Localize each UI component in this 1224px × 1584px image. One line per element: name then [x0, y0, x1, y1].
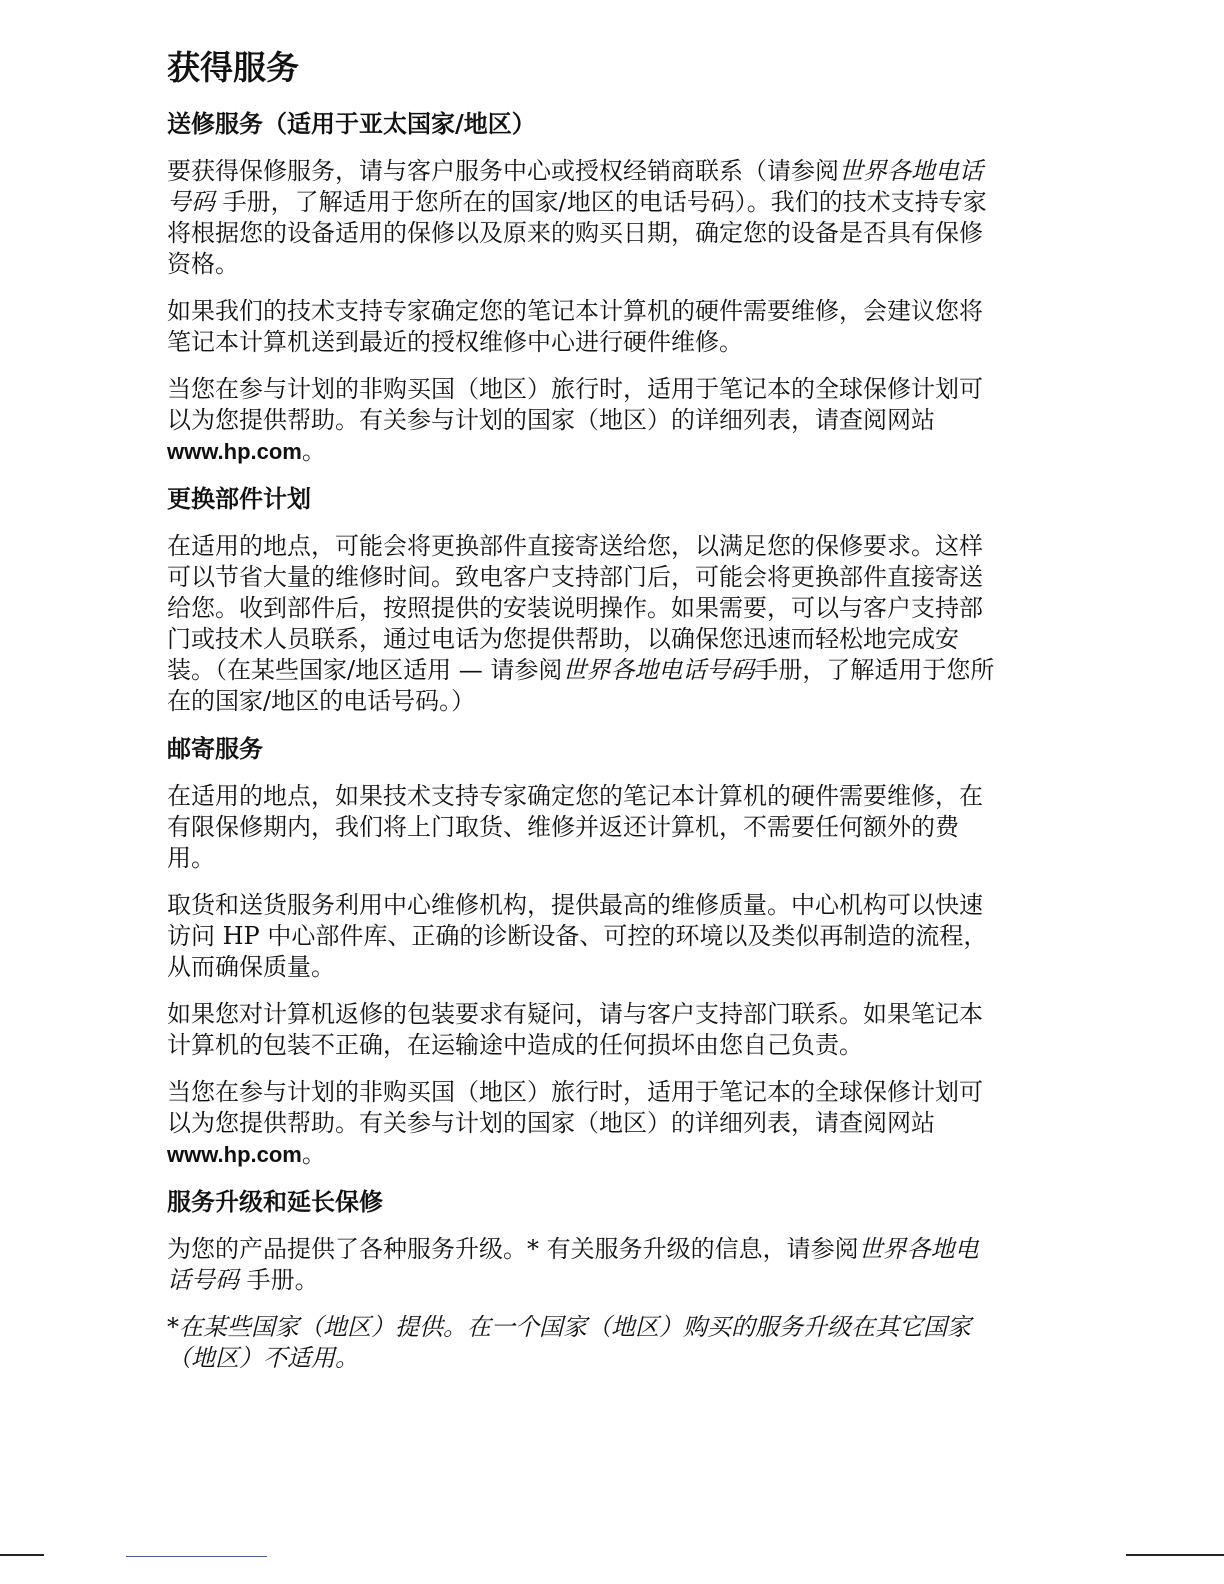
- text: 当您在参与计划的非购买国（地区）旅行时，适用于笔记本的全球保修计划可以为您提供帮助。有关参与计划的国家（地区）的详细列表，请查阅网站: [167, 375, 983, 434]
- hp-website-link[interactable]: www.hp.com: [167, 1142, 302, 1167]
- footnote: *在某些国家（地区）提供。在一个国家（地区）购买的服务升级在其它国家（地区）不适用。: [167, 1313, 971, 1372]
- paragraph: 如果您对计算机返修的包装要求有疑问，请与客户支持部门联系。如果笔记本计算机的包装不正确，在运输途中造成的任何损坏由您自己负责。: [167, 1000, 983, 1059]
- italic-reference: 世界各地电话号码: [167, 157, 983, 216]
- footer-rule-left: [0, 1554, 44, 1556]
- section-heading-send-repair: 送修服务（适用于亚太国家/地区）: [167, 109, 536, 138]
- paragraph: 如果我们的技术支持专家确定您的笔记本计算机的硬件需要维修，会建议您将笔记本计算机送到最近的授权维修中心进行硬件维修。: [167, 297, 983, 356]
- italic-reference: 世界各地电话号码: [167, 1235, 979, 1294]
- page-title: 获得服务: [167, 48, 299, 87]
- paragraph: [167, 1234, 997, 1296]
- paragraph: [167, 156, 997, 280]
- section-heading-upgrade: 服务升级和延长保修: [167, 1187, 383, 1216]
- document-page: [167, 46, 997, 1390]
- text: 为您的产品提供了各种服务升级。* 有关服务升级的信息，请参阅: [167, 1235, 859, 1263]
- paragraph: [167, 531, 997, 717]
- text: 当您在参与计划的非购买国（地区）旅行时，适用于笔记本的全球保修计划可以为您提供帮助。有关参与计划的国家（地区）的详细列表，请查阅网站: [167, 1078, 983, 1137]
- text: 手册，了解适用于您所在的国家/地区的电话号码）。我们的技术支持专家将根据您的设备适用的保修以及原来的购买日期，确定您的设备是否具有保修资格。: [167, 188, 987, 278]
- text: 。: [301, 437, 326, 465]
- section-heading-mail: 邮寄服务: [167, 734, 263, 763]
- paragraph: [167, 1077, 997, 1170]
- footer-rule-middle: [126, 1556, 267, 1557]
- text: 要获得保修服务，请与客户服务中心或授权经销商联系（请参阅: [167, 157, 839, 185]
- section-heading-parts: 更换部件计划: [167, 484, 311, 513]
- paragraph: 取货和送货服务利用中心维修机构，提供最高的维修质量。中心机构可以快速访问 HP 中心部件库、正确的诊断设备、可控的环境以及类似再制造的流程，从而确保质量。: [167, 891, 988, 981]
- paragraph: 在适用的地点，如果技术支持专家确定您的笔记本计算机的硬件需要维修，在有限保修期内，我们将上门取货、维修并返还计算机，不需要任何额外的费用。: [167, 782, 983, 872]
- paragraph: [167, 374, 997, 467]
- footer-rule-right: [1126, 1554, 1224, 1556]
- italic-reference: 世界各地电话号码: [562, 656, 755, 684]
- text: 手册，了解适用于您所在的国家/地区的电话号码。）: [167, 656, 995, 715]
- hp-website-link[interactable]: www.hp.com: [167, 439, 302, 464]
- text: 在适用的地点，可能会将更换部件直接寄送给您，以满足您的保修要求。这样可以节省大量的维修时间。致电客户支持部门后，可能会将更换部件直接寄送给您。收到部件后，按照提供的安装说明操作。如果需要，可以与客户支持部门或技术人员联系，通过电话为您提供帮助，以确保您迅速而轻松地完成安装。（在某些国家/地区适用 — 请参阅: [167, 532, 983, 684]
- text: 。: [301, 1140, 326, 1168]
- text: 手册。: [239, 1266, 319, 1294]
